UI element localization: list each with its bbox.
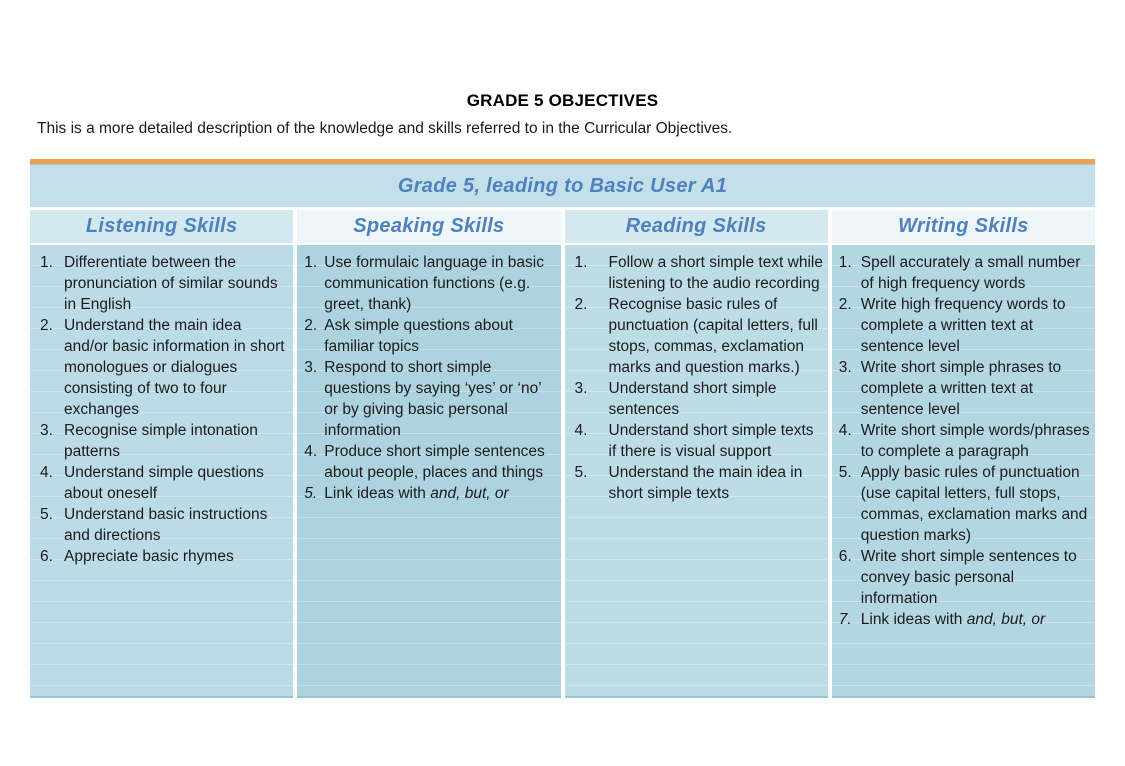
objective-item xyxy=(304,252,556,315)
objective-text: Write short simple sentences to convey basic personal information xyxy=(860,548,1077,607)
column-header-speaking: Speaking Skills xyxy=(297,210,560,243)
objective-text: Write short simple phrases to complete a written text at sentence level xyxy=(860,359,1062,418)
objective-text: Recognise basic rules of punctuation (capital letters, full stops, commas, exclamation marks and question marks.) xyxy=(608,296,818,376)
objective-text: Understand the main idea in short simple texts xyxy=(608,464,803,502)
objective-number: 5. xyxy=(40,506,53,523)
objective-item xyxy=(839,420,1091,462)
objective-number: 4. xyxy=(304,443,318,460)
objective-text: Follow a short simple text while listening to the audio recording xyxy=(608,254,823,292)
column-header-writing: Writing Skills xyxy=(832,210,1095,243)
table-body-row xyxy=(30,245,1095,698)
objective-text: Link ideas with and, but, or xyxy=(860,611,1046,628)
objective-number: 3. xyxy=(574,380,588,397)
table-banner: Grade 5, leading to Basic User A1 xyxy=(30,164,1095,207)
objective-text: Appreciate basic rhymes xyxy=(64,548,234,565)
objective-text: Respond to short simple questions by saying ‘yes’ or ‘no’ or by giving basic personal information xyxy=(324,359,542,439)
objective-text: Recognise simple intonation patterns xyxy=(64,422,258,460)
objective-item xyxy=(839,252,1091,294)
objective-text: Write short simple words/phrases to complete a paragraph xyxy=(860,422,1090,460)
objective-number: 3. xyxy=(40,422,53,439)
objective-number: 1. xyxy=(574,254,588,271)
objective-item xyxy=(572,462,824,504)
objective-number: 5. xyxy=(838,464,852,481)
objective-number: 5. xyxy=(304,485,318,502)
column-body-speaking xyxy=(297,245,560,698)
objective-text: Understand short simple texts if there is visual support xyxy=(608,422,814,460)
column-body-listening xyxy=(30,245,293,698)
objective-number: 1. xyxy=(304,254,318,271)
objective-text: Link ideas with and, but, or xyxy=(324,485,509,502)
objective-number: 3. xyxy=(304,359,318,376)
page-subtitle: This is a more detailed description of the knowledge and skills referred to in the Curricular Objectives. xyxy=(37,120,733,137)
objective-number: 4. xyxy=(838,422,852,439)
objective-number: 5. xyxy=(574,464,588,481)
objective-item xyxy=(839,294,1091,357)
objective-item xyxy=(572,294,824,378)
objective-number: 2. xyxy=(838,296,852,313)
objective-number: 3. xyxy=(838,359,852,376)
objective-text: Ask simple questions about familiar topics xyxy=(324,317,513,355)
objective-item xyxy=(572,378,824,420)
objective-text: Write high frequency words to complete a written text at sentence level xyxy=(860,296,1066,355)
column-header-reading: Reading Skills xyxy=(565,210,828,243)
objective-text: Differentiate between the pronunciation of similar sounds in English xyxy=(64,254,278,313)
table-header-row xyxy=(30,210,1095,243)
objective-text: Understand simple questions about oneself xyxy=(64,464,264,502)
objective-item xyxy=(304,441,556,483)
objective-item xyxy=(37,252,289,315)
objective-number: 6. xyxy=(838,548,852,565)
objective-number: 7. xyxy=(838,611,852,628)
objective-item xyxy=(37,546,289,567)
objective-item xyxy=(37,462,289,504)
column-body-writing xyxy=(832,245,1095,698)
objective-item xyxy=(839,546,1091,609)
objective-text: Produce short simple sentences about people, places and things xyxy=(324,443,545,481)
objective-text: Apply basic rules of punctuation (use capital letters, full stops, commas, exclamation marks and question marks) xyxy=(860,464,1088,544)
objective-text: Understand basic instructions and directions xyxy=(64,506,268,544)
objective-number: 2. xyxy=(574,296,588,313)
objective-number: 4. xyxy=(40,464,53,481)
objective-item xyxy=(572,420,824,462)
objective-text: Use formulaic language in basic communication functions (e.g. greet, thank) xyxy=(324,254,544,313)
column-header-listening: Listening Skills xyxy=(30,210,293,243)
objective-item xyxy=(839,609,1091,630)
objective-number: 4. xyxy=(574,422,588,439)
objective-number: 1. xyxy=(838,254,852,271)
objective-number: 2. xyxy=(304,317,318,334)
column-body-reading xyxy=(565,245,828,698)
objective-item xyxy=(37,420,289,462)
objective-text: Understand short simple sentences xyxy=(608,380,777,418)
objective-text: Spell accurately a small number of high frequency words xyxy=(860,254,1081,292)
objective-number: 1. xyxy=(40,254,53,271)
objective-number: 6. xyxy=(40,548,53,565)
objective-item xyxy=(37,315,289,420)
objective-item xyxy=(37,504,289,546)
objective-item xyxy=(839,357,1091,420)
objective-text: Understand the main idea and/or basic information in short monologues or dialogues consisting of two to four exchanges xyxy=(64,317,285,418)
objective-number: 2. xyxy=(40,317,53,334)
objective-item xyxy=(572,252,824,294)
objective-item xyxy=(304,483,556,504)
page-title: GRADE 5 OBJECTIVES xyxy=(466,91,659,110)
objective-item xyxy=(304,315,556,357)
objectives-table xyxy=(30,159,1095,698)
objective-item xyxy=(839,462,1091,546)
objective-item xyxy=(304,357,556,441)
